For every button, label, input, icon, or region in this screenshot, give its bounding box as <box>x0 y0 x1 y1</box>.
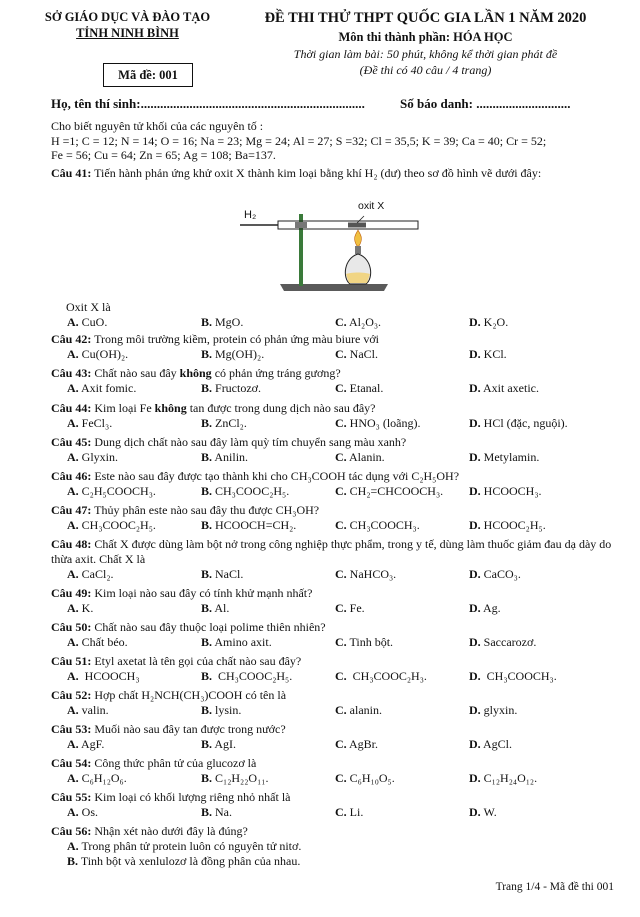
option-d[interactable]: D. C₁₂H₂₄O₁₂. <box>469 771 538 785</box>
option-a[interactable]: A. valin. <box>67 703 109 717</box>
question-number: Câu 42: <box>51 332 92 346</box>
school-header <box>40 9 215 41</box>
option-a[interactable]: A. CuO. <box>67 315 108 329</box>
page-footer: Trang 1/4 - Mã đề thi 001 <box>495 881 614 893</box>
candidate-id-field[interactable]: Số báo danh: ............................. <box>400 96 571 111</box>
oxide-label: oxit X <box>358 200 385 212</box>
option-d[interactable]: D. CH₃COOCH₃. <box>469 669 557 683</box>
question-stem: Chất X được dùng làm bột nở trong công nghiệp thực phẩm, trong y tế, dùng làm thuốc giảm đau dạ dày do thừa axit. Chất X là <box>51 537 612 566</box>
option-d[interactable]: D. glyxin. <box>469 703 518 717</box>
option-d[interactable]: D. Saccarozơ. <box>469 635 537 649</box>
exam-subject: Môn thi thành phần: HÓA HỌC <box>338 30 513 44</box>
question-stem: Chất nào sau đây thuộc loại polime thiên nhiên? <box>91 620 326 634</box>
question-52 <box>51 688 619 703</box>
exam-pages: (Đề thi có 40 câu / 4 trang) <box>359 63 492 77</box>
option-c[interactable]: C. NaHCO₃. <box>335 567 397 581</box>
option-b[interactable]: B. CH₃COOC₂H₅. <box>201 484 290 498</box>
option-c[interactable]: C. NaCl. <box>335 347 379 361</box>
option-d[interactable]: D. HCl (đặc, nguội). <box>469 416 568 430</box>
option-c[interactable]: C. Tinh bột. <box>335 635 394 649</box>
question-number: Câu 55: <box>51 790 92 804</box>
option-b[interactable]: B. ZnCl₂. <box>201 416 247 430</box>
option-a[interactable]: A. AgF. <box>67 737 105 751</box>
option-a[interactable]: A. HCOOCH₃ <box>67 669 140 683</box>
apparatus-svg <box>240 192 420 297</box>
option-c[interactable]: C. Alanin. <box>335 450 385 464</box>
question-47 <box>51 503 619 518</box>
question-number: Câu 47: <box>51 503 92 517</box>
option-a[interactable]: A. Trong phân tử protein luôn có nguyên tử nitơ. <box>67 839 302 853</box>
option-b[interactable]: B. Anilin. <box>201 450 249 464</box>
question-54 <box>51 756 619 771</box>
question-45 <box>51 435 619 450</box>
question-stem: Trong môi trường kiềm, protein có phản ứng màu biure với <box>91 332 380 346</box>
question-stem: Hợp chất H₂NCH(CH₃)COOH có tên là <box>91 688 287 702</box>
option-c[interactable]: C. CH₃COOC₂H₃. <box>335 669 427 683</box>
option-d[interactable]: D. Metylamin. <box>469 450 540 464</box>
option-b[interactable]: B. Na. <box>201 805 233 819</box>
option-c[interactable]: C. AgBr. <box>335 737 379 751</box>
intro-line: Fe = 56; Cu = 64; Zn = 65; Ag = 108; Ba=137. <box>51 148 276 162</box>
option-d[interactable]: D. HCOOCH₃. <box>469 484 542 498</box>
option-c[interactable]: C. CH₃COOCH₃. <box>335 518 420 532</box>
option-d[interactable]: D. AgCl. <box>469 737 513 751</box>
option-d[interactable]: D. CaCO₃. <box>469 567 521 581</box>
option-d[interactable]: D. Ag. <box>469 601 501 615</box>
stand-base <box>280 284 388 291</box>
option-c[interactable]: C. alanin. <box>335 703 382 717</box>
option-d[interactable]: D. KCl. <box>469 347 507 361</box>
question-stem: Este nào sau đây được tạo thành khi cho CH₃COOH tác dụng với C₂H₅OH? <box>91 469 460 483</box>
option-b[interactable]: B. CH₃COOC₂H₅. <box>201 669 293 683</box>
question-stem: Nhận xét nào dưới đây là đúng? <box>91 824 248 838</box>
option-a[interactable]: A. Os. <box>67 805 99 819</box>
option-a[interactable]: A. Chất béo. <box>67 635 128 649</box>
option-a[interactable]: A. K. <box>67 601 94 615</box>
question-number: Câu 52: <box>51 688 92 702</box>
intro-line: Cho biết nguyên tử khối của các nguyên tố : <box>51 119 264 133</box>
option-b[interactable]: B. Fructozơ. <box>201 381 262 395</box>
question-42 <box>51 332 619 347</box>
question-stem: Muối nào sau đây tan được trong nước? <box>91 722 286 736</box>
question-stem: Etyl axetat là tên gọi của chất nào sau đây? <box>91 654 302 668</box>
option-c[interactable]: C. Fe. <box>335 601 365 615</box>
question-number: Câu 43: <box>51 366 92 380</box>
question-stem: Tiến hành phản ứng khử oxit X thành kim loại bằng khí H₂ (dư) theo sơ đồ hình vẽ dưới đây: <box>91 166 542 180</box>
option-b[interactable]: B. AgI. <box>201 737 237 751</box>
ministry-name: SỞ GIÁO DỤC VÀ ĐÀO TẠO <box>44 10 211 24</box>
province-name: TỈNH NINH BÌNH <box>76 26 179 40</box>
option-a[interactable]: A. CH₃COOC₂H₅. <box>67 518 156 532</box>
option-a[interactable]: A. C₂H₅COOCH₃. <box>67 484 156 498</box>
option-b[interactable]: B. Amino axit. <box>201 635 272 649</box>
question-stem: Kim loại nào sau đây có tính khử mạnh nhất? <box>91 586 313 600</box>
option-b[interactable]: B. NaCl. <box>201 567 244 581</box>
option-c[interactable]: C. C₆H₁₀O₅. <box>335 771 395 785</box>
question-51 <box>51 654 619 669</box>
question-46 <box>51 469 619 484</box>
question-49 <box>51 586 619 601</box>
question-50 <box>51 620 619 635</box>
option-b[interactable]: B. Al. <box>201 601 230 615</box>
oxide-sample <box>348 223 366 228</box>
question-stem: Thủy phân este nào sau đây thu được CH₃OH? <box>91 503 320 517</box>
option-c[interactable]: C. Al₂O₃. <box>335 315 382 329</box>
option-d[interactable]: D. K₂O. <box>469 315 509 329</box>
option-d[interactable]: D. W. <box>469 805 497 819</box>
exam-time: Thời gian làm bài: 50 phút, không kể thời gian phát đề <box>293 47 558 61</box>
question-41 <box>51 166 619 181</box>
question-44: Câu 44: Kim loại Fe không tan được trong dung dịch nào sau đây? <box>51 401 376 415</box>
option-b[interactable]: B. Tinh bột và xenlulozơ là đồng phân của nhau. <box>67 854 301 868</box>
intro-line: H =1; C = 12; N = 14; O = 16; Na = 23; Mg = 24; Al = 27; S =32; Cl = 35,5; K = 39; Ca = 40; Cr = 52; <box>51 133 547 148</box>
option-d[interactable]: D. Axit axetic. <box>469 381 539 395</box>
question-stem: Kim loại có khối lượng riêng nhỏ nhất là <box>91 790 291 804</box>
question-55 <box>51 790 619 805</box>
question-number: Câu 45: <box>51 435 92 449</box>
exam-title: ĐỀ THI THỬ THPT QUỐC GIA LẦN 1 NĂM 2020 <box>264 10 587 26</box>
exam-code-box: Mã đề: 001 <box>103 63 193 87</box>
question-53 <box>51 722 619 737</box>
h2-label: H₂ <box>244 209 257 221</box>
question-number: Câu 48: <box>51 537 92 551</box>
option-b[interactable]: B. C₁₂H₂₂O₁₁. <box>201 771 269 785</box>
option-a[interactable]: A. FeCl₃. <box>67 416 113 430</box>
question-number: Câu 46: <box>51 469 92 483</box>
option-c[interactable]: C. HNO₃ (loãng). <box>335 416 421 430</box>
question-43: Câu 43: Chất nào sau đây không có phản ứng tráng gương? <box>51 366 341 380</box>
option-b[interactable]: B. HCOOCH=CH₂. <box>201 518 297 532</box>
question-number: Câu 54: <box>51 756 92 770</box>
option-a[interactable]: A. Cu(OH)₂. <box>67 347 129 361</box>
label-pointer <box>357 216 364 223</box>
option-c[interactable]: C. Li. <box>335 805 364 819</box>
option-c[interactable]: C. Etanal. <box>335 381 384 395</box>
option-b[interactable]: B. lysin. <box>201 703 242 717</box>
clamp <box>295 222 307 228</box>
option-c[interactable]: C. CH₂=CHCOOCH₃. <box>335 484 444 498</box>
option-a[interactable]: A. CaCl₂. <box>67 567 114 581</box>
question-number: Câu 50: <box>51 620 92 634</box>
atomic-mass-intro <box>51 119 616 163</box>
exam-header <box>248 9 603 78</box>
question-stem: Dung dịch chất nào sau đây làm quỳ tím chuyển sang màu xanh? <box>91 435 407 449</box>
option-d[interactable]: D. HCOOC₂H₅. <box>469 518 546 532</box>
lamp-wick <box>355 246 361 254</box>
option-b[interactable]: B. MgO. <box>201 315 244 329</box>
question-number: Câu 56: <box>51 824 92 838</box>
question-number: Câu 49: <box>51 586 92 600</box>
option-a[interactable]: A. C₆H₁₂O₆. <box>67 771 127 785</box>
question-41-sub: Oxit X là <box>66 300 111 314</box>
question-number: Câu 44: <box>51 401 92 415</box>
option-a[interactable]: A. Axit fomic. <box>67 381 137 395</box>
question-number: Câu 41: <box>51 166 92 180</box>
question-number: Câu 51: <box>51 654 92 668</box>
lamp-fuel <box>346 273 370 284</box>
flame-icon <box>355 230 362 246</box>
candidate-name-field[interactable]: Họ, tên thí sinh:..................................................................... <box>51 96 365 111</box>
question-stem: Công thức phân tử của glucozơ là <box>91 756 257 770</box>
option-b[interactable]: B. Mg(OH)₂. <box>201 347 265 361</box>
option-a[interactable]: A. Glyxin. <box>67 450 119 464</box>
question-48 <box>51 537 619 566</box>
question-number: Câu 53: <box>51 722 92 736</box>
question-56 <box>51 824 619 839</box>
apparatus-diagram <box>240 192 420 297</box>
